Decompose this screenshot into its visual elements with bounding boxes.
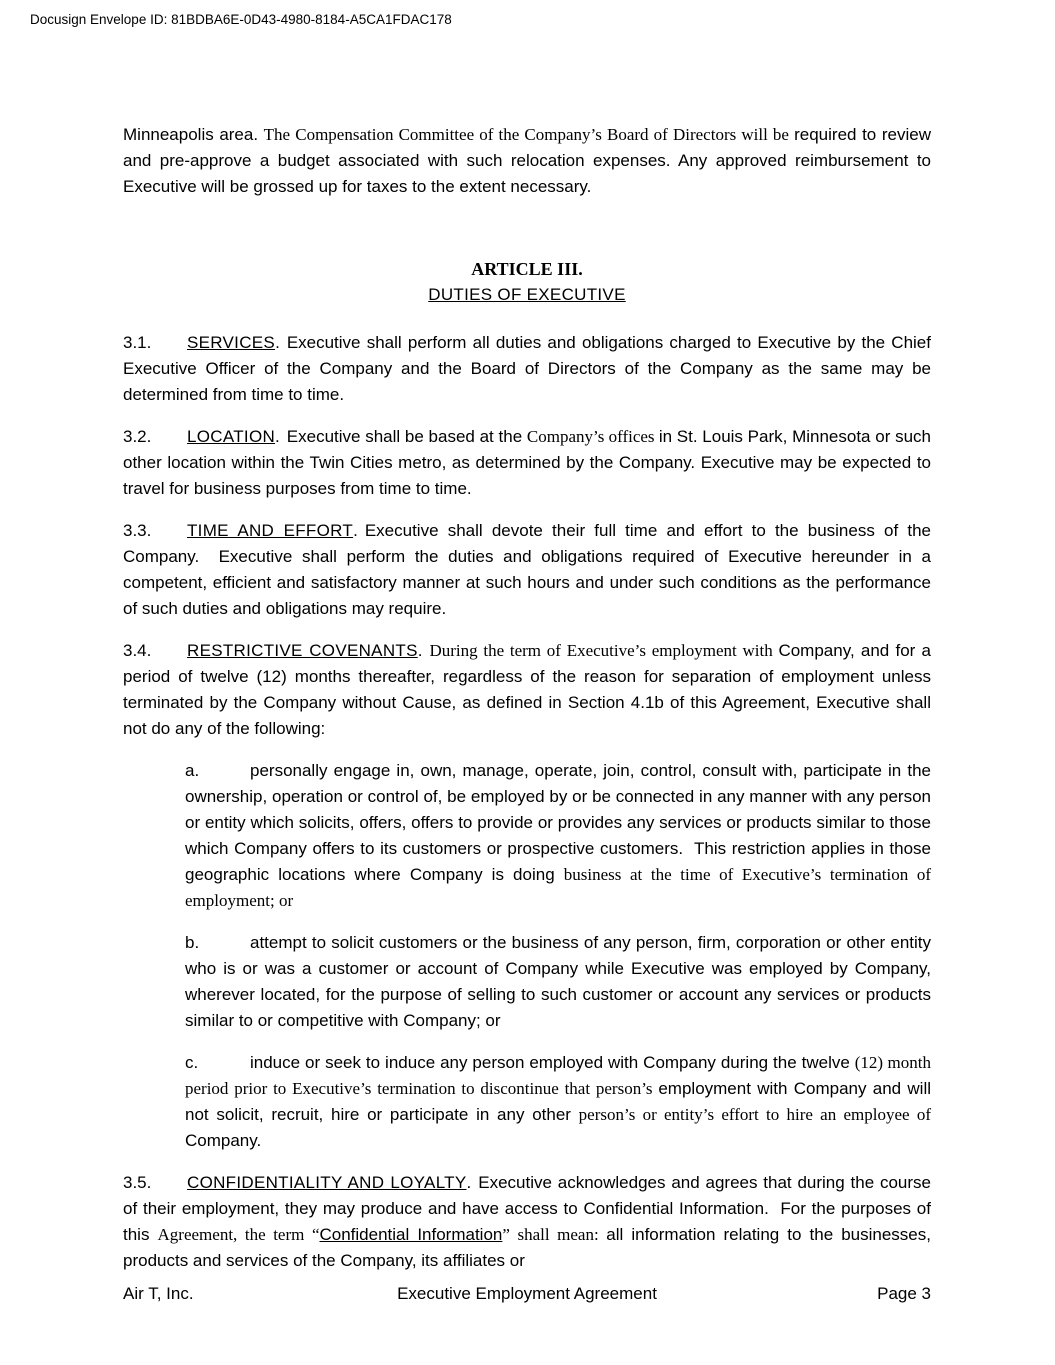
subitem-body: attempt to solicit customers or the business of any person, firm, corporation or other entity who is or was a customer or account of Company while Executive was employed by Company, wherever located, for the purpose of selling to such customer or account any services or products similar to or competitive with Company; or: [185, 933, 931, 1030]
intro-paragraph: Minneapolis area. The Compensation Committee of the Company’s Board of Directors will be required to review and pre-approve a budget associated with such relocation expenses. Any approved reimbursement to Executive will be grossed up for taxes to the extent necessary.: [123, 125, 931, 196]
section-separator: .: [353, 521, 358, 540]
section-number: 3.3.: [123, 521, 152, 540]
section-body: Executive shall devote their full time and effort to the business of the Company. Executive shall perform the duties and obligations required of Executive hereunder in a competent, efficient and satisfactory manner at such hours and under such conditions as the performance of such duties and obligations may require.: [123, 521, 931, 618]
section-heading: CONFIDENTIALITY AND LOYALTY: [187, 1173, 467, 1192]
footer-page-number: Page 3: [877, 1284, 931, 1303]
article-title: ARTICLE III.: [471, 259, 583, 279]
section-separator: .: [417, 641, 423, 660]
footer-company: Air T, Inc.: [123, 1284, 194, 1303]
section-3-1: [123, 330, 931, 408]
article-heading: [123, 256, 931, 308]
subitem-letter: b.: [185, 933, 200, 952]
section-number: 3.5.: [123, 1173, 152, 1192]
section-3-4: [123, 638, 931, 742]
document-content: [123, 122, 931, 1290]
article-subtitle: DUTIES OF EXECUTIVE: [428, 285, 626, 304]
subitem-c: [185, 1050, 931, 1154]
docusign-envelope-id: Docusign Envelope ID: 81BDBA6E-0D43-4980-8184-A5CA1FDAC178: [30, 12, 452, 27]
subitem-b: [185, 930, 931, 1034]
section-heading: LOCATION: [187, 427, 276, 446]
section-3-3: [123, 518, 931, 622]
subitem-letter: c.: [185, 1053, 199, 1072]
section-heading: TIME AND EFFORT: [187, 521, 354, 540]
section-number: 3.1.: [123, 333, 152, 352]
section-separator: .: [466, 1173, 472, 1192]
subitem-a: [185, 758, 931, 914]
section-heading: RESTRICTIVE COVENANTS: [187, 641, 418, 660]
subitem-body: induce or seek to induce any person employed with Company during the twelve (12) month period prior to Executive’s termination to discontinue that person’s employment with Company and will not solicit, recruit, hire or participate in any other person’s or entity’s effort to hire an employee of Company.: [185, 1053, 931, 1150]
section-heading: SERVICES: [187, 333, 276, 352]
section-body: Executive acknowledges and agrees that during the course of their employment, they may produce and have access to Confidential Information. For the purposes of this Agreement, the term “Confidential Information” shall mean: all information relating to the businesses, products and services of the Company, its affiliates or: [123, 1173, 931, 1270]
section-number: 3.4.: [123, 641, 152, 660]
section-number: 3.2.: [123, 427, 152, 446]
section-body: Executive shall be based at the Company’s offices in St. Louis Park, Minnesota or such other location within the Twin Cities metro, as determined by the Company. Executive may be expected to travel for business purposes from time to time.: [123, 427, 931, 498]
subitem-body: personally engage in, own, manage, operate, join, control, consult with, participate in the ownership, operation or control of, be employed by or be connected in any manner with any person or entity which solicits, offers, offers to provide or provides any services or products similar to those which Company offers to its customers or prospective customers. This restriction applies in those geographic locations where Company is doing business at the time of Executive’s termination of employment; or: [185, 761, 931, 910]
page-footer: [123, 1281, 931, 1307]
section-body: Executive shall perform all duties and obligations charged to Executive by the Chief Executive Officer of the Company and the Board of Directors of the Company as the same may be determined from time to time.: [123, 333, 931, 404]
subitem-letter: a.: [185, 761, 200, 780]
section-separator: .: [275, 427, 280, 446]
section-separator: .: [275, 333, 280, 352]
section-body: During the term of Executive’s employment with Company, and for a period of twelve (12) months thereafter, regardless of the reason for separation of employment unless terminated by the Company without Cause, as defined in Section 4.1b of this Agreement, Executive shall not do any of the following:: [123, 641, 931, 738]
section-3-5: [123, 1170, 931, 1274]
footer-document-title: Executive Employment Agreement: [397, 1284, 657, 1303]
section-3-2: [123, 424, 931, 502]
